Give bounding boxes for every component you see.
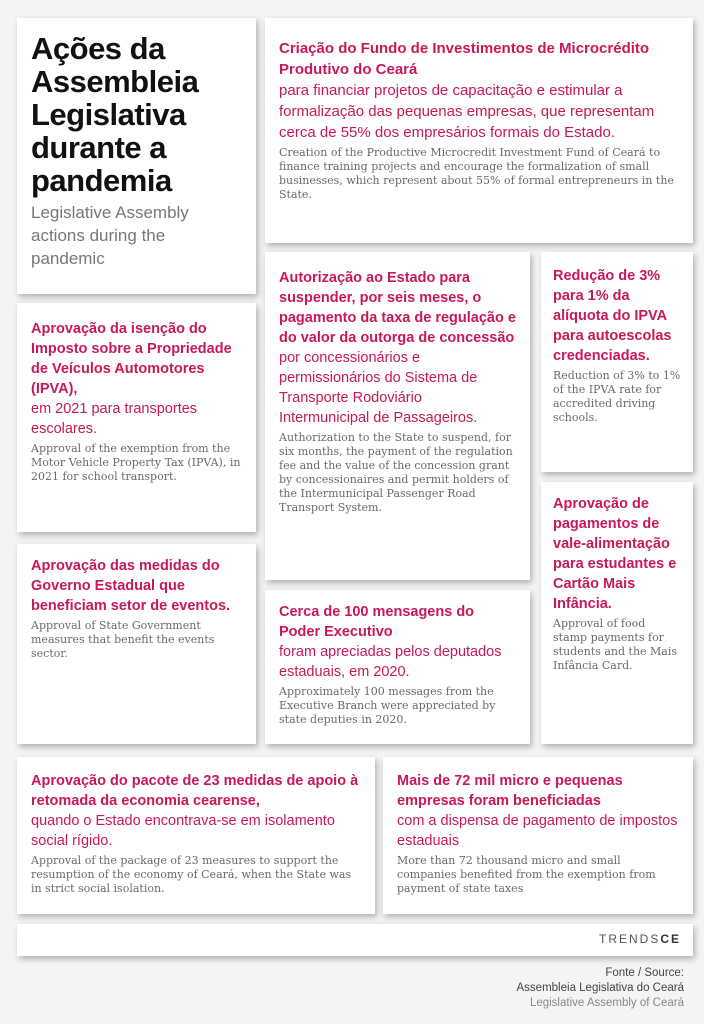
card-vale-alimentacao: [541, 482, 693, 744]
source-credit: [517, 966, 684, 1011]
card-mensagens-executivo: [265, 590, 530, 744]
card-rest: com a dispensa de pagamento de impostos estaduais: [397, 813, 678, 849]
card-lead: Cerca de 100 mensagens do Poder Executivo: [279, 604, 475, 640]
card-lead: Aprovação da isenção do Imposto sobre a Propriedade de Veículos Automotores (IPVA),: [31, 321, 232, 397]
card-reducao-ipva: [541, 252, 693, 472]
title-card: [17, 18, 256, 294]
card-lead: Aprovação do pacote de 23 medidas de apoio à retomada da economia cearense,: [31, 773, 359, 809]
page-title: Ações da Assembleia Legislativa durante a pandemia: [31, 31, 199, 198]
card-english: Approval of the exemption from the Motor Vehicle Property Tax (IPVA), in 2021 for school transport.: [31, 442, 241, 483]
card-lead: Mais de 72 mil micro e pequenas empresas foram beneficiadas: [397, 773, 623, 809]
source-pt: Assembleia Legislativa do Ceará: [516, 982, 684, 994]
brand-prefix: TRENDS: [598, 932, 661, 946]
card-pacote-medidas: [17, 757, 375, 914]
card-lead: Aprovação das medidas do Governo Estadual que beneficiam setor de eventos.: [31, 558, 231, 614]
card-setor-eventos: [17, 544, 256, 744]
brand-suffix: CE: [660, 932, 681, 946]
card-rest: para financiar projetos de capacitação e estimular a formalização das pequenas empresas, que representam cerca de 55% dos empresários formais do Estado.: [279, 82, 655, 141]
card-fundo-microcredito: [265, 18, 693, 243]
card-rest: quando o Estado encontrava-se em isolamento social rígido.: [31, 813, 335, 849]
card-lead: Criação do Fundo de Investimentos de Microcrédito Produtivo do Ceará: [279, 40, 650, 78]
card-empresas-beneficiadas: [383, 757, 693, 914]
card-rest: em 2021 para transportes escolares.: [31, 401, 198, 437]
brand-logo: [599, 932, 681, 946]
source-label: Fonte / Source:: [605, 967, 684, 979]
card-english: Approval of the package of 23 measures to support the resumption of the economy of Ceará, when the State was in strict social isolation.: [31, 854, 352, 895]
card-suspensao-taxa: [265, 252, 530, 580]
card-lead: Aprovação de pagamentos de vale-alimentação para estudantes e Cartão Mais Infância.: [553, 496, 677, 612]
card-english: More than 72 thousand micro and small companies benefited from the exemption from payment of state taxes: [397, 854, 656, 895]
card-ipva-isencao: [17, 303, 256, 532]
page-subtitle: Legislative Assembly actions during the pandemic: [31, 203, 189, 268]
card-lead: Autorização ao Estado para suspender, por seis meses, o pagamento da taxa de regulação e do valor da outorga de concessão: [279, 270, 516, 346]
card-english: Creation of the Productive Microcredit Investment Fund of Ceará to finance training projects and encourage the formalization of small businesses, which represent about 55% of formal entrepreneurs in the State.: [279, 146, 674, 201]
card-english: Reduction of 3% to 1% of the IPVA rate for accredited driving schools.: [553, 369, 681, 424]
card-lead: Redução de 3% para 1% da alíquota do IPVA para autoescolas credenciadas.: [553, 268, 672, 364]
card-english: Approximately 100 messages from the Executive Branch were appreciated by state deputies in 2020.: [279, 685, 496, 726]
card-english: Approval of State Government measures that benefit the events sector.: [31, 619, 215, 660]
card-english: Authorization to the State to suspend, for six months, the payment of the regulation fee and the value of the concession grant by concessionaires and permit holders of the Intermunicipal Passenger Road Transport System.: [279, 431, 513, 514]
card-english: Approval of food stamp payments for students and the Mais Infância Card.: [553, 617, 678, 672]
brand-bar: [17, 924, 693, 956]
card-rest: por concessionários e permissionários do Sistema de Transporte Rodoviário Intermunicipal de Passageiros.: [279, 350, 478, 426]
source-en: Legislative Assembly of Ceará: [529, 997, 684, 1009]
card-rest: foram apreciadas pelos deputados estaduais, em 2020.: [279, 644, 502, 680]
